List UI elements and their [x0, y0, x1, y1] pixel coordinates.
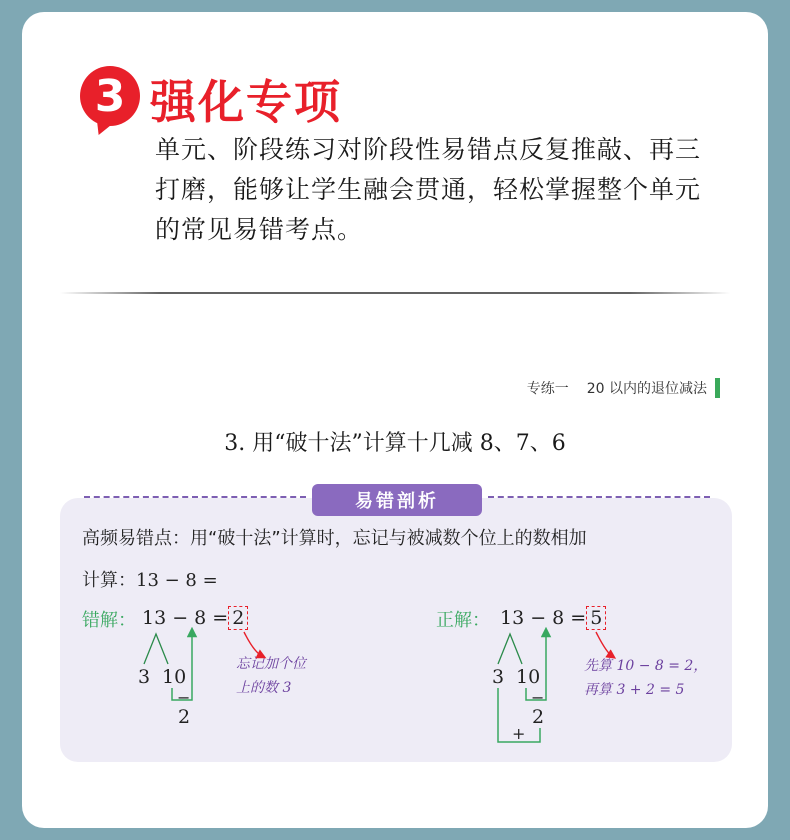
section-topic: 20 以内的退位减法	[586, 381, 707, 397]
wrong-split-ones: 3	[138, 666, 151, 688]
wrong-partial-result: 2	[178, 706, 191, 728]
wrong-note-arrow	[244, 632, 262, 656]
wrong-split-branch	[144, 634, 168, 664]
section-number-badge: 3	[80, 66, 140, 126]
wrong-split-tens: 10	[162, 666, 187, 688]
content-card	[22, 12, 768, 828]
error-point-label: 高频易错点：	[82, 528, 190, 549]
correct-expression-text: 13 − 8 =	[500, 607, 587, 629]
correct-split-ones: 3	[492, 666, 505, 688]
wrong-note-line2: 上的数 3	[236, 680, 292, 696]
correct-note-line1: 先算 10 − 8 = 2，	[584, 658, 708, 674]
correct-add-bracket	[498, 688, 540, 742]
wrong-solution-label: 错解：	[82, 610, 136, 631]
correct-minus-sign: −	[531, 688, 545, 707]
calc-label: 计算：	[82, 570, 136, 591]
correct-split-tens: 10	[516, 666, 541, 688]
wrong-answer: 2	[228, 606, 248, 630]
calc-expression: 13 − 8 =	[136, 570, 218, 591]
section-title: 强化专项	[150, 75, 342, 129]
analysis-tag: 易错剖析	[312, 484, 482, 516]
solution-diagram-lines	[22, 12, 768, 828]
correct-answer: 5	[586, 606, 606, 630]
correct-note-arrow	[596, 632, 612, 656]
correct-note-line2: 再算 3 + 2 = 5	[584, 682, 685, 698]
wrong-note-line1: 忘记加个位	[236, 656, 306, 672]
correct-solution-label: 正解：	[436, 610, 490, 631]
question-title: 3. 用“破十法”计算十几减 8、7、6	[224, 431, 566, 456]
wrong-subtract-bracket	[172, 632, 192, 700]
section-label: 专练一	[526, 381, 569, 397]
correct-split-branch	[498, 634, 522, 664]
correct-plus-sign: +	[512, 724, 526, 743]
wrong-minus-sign: −	[177, 688, 191, 707]
wrong-expression-text: 13 − 8 =	[142, 607, 229, 629]
section-description: 单元、阶段练习对阶段性易错点反复推敲、再三打磨，能够让学生融会贯通，轻松掌握整个单元的常见易错考点。	[155, 135, 702, 244]
correct-subtract-bracket	[526, 632, 546, 700]
correct-partial-result: 2	[532, 706, 545, 728]
error-point-text: 用“破十法”计算时，忘记与被减数个位上的数相加	[190, 528, 587, 549]
